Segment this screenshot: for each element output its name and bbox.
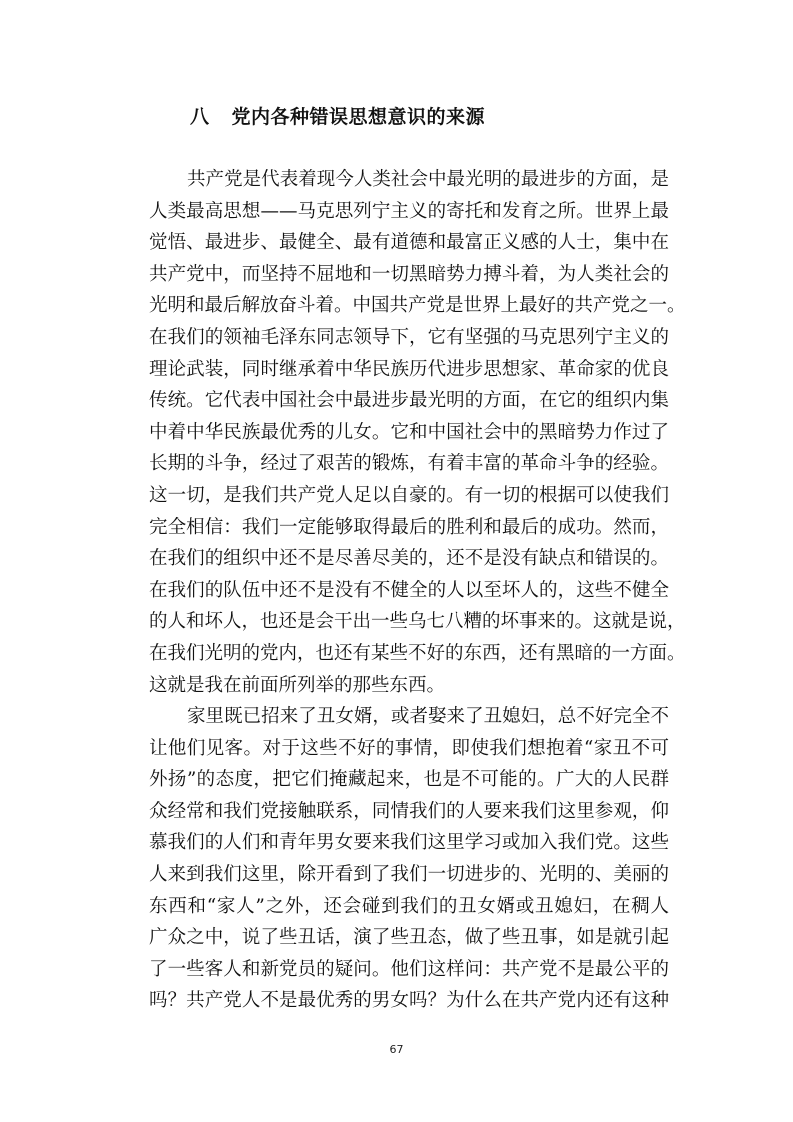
text-line: 在我们的领袖毛泽东同志领导下，它有坚强的马克思列宁主义的	[149, 326, 669, 348]
page-number: 67	[389, 1043, 404, 1056]
text-line: 人类最高思想——马克思列宁主义的寄托和发育之所。世界上最	[149, 200, 669, 222]
text-line: 众经常和我们党接触联系，同情我们的人要来我们这里参观，仰	[149, 800, 669, 822]
text-line: 共产党是代表着现今人类社会中最光明的最进步的方面，是	[187, 169, 669, 190]
text-line: 慕我们的人们和青年男女要来我们这里学习或加入我们党。这些	[149, 832, 669, 854]
section-title-text: 党内各种错误思想意识的来源	[231, 106, 486, 128]
text-line: 完全相信：我们一定能够取得最后的胜利和最后的成功。然而，	[149, 516, 669, 538]
text-line: 共产党中，而坚持不屈地和一切黑暗势力搏斗着，为人类社会的	[149, 263, 669, 285]
text-line: 在我们的队伍中还不是没有不健全的人以至坏人的，这些不健全	[149, 579, 669, 601]
text-line: 传统。它代表中国社会中最进步最光明的方面，在它的组织内集	[149, 390, 669, 412]
text-line: 长期的斗争，经过了艰苦的锻炼，有着丰富的革命斗争的经验。	[149, 453, 669, 475]
text-line: 中着中华民族最优秀的儿女。它和中国社会中的黑暗势力作过了	[149, 421, 669, 443]
text-line: 吗？共产党人不是最优秀的男女吗？为什么在共产党内还有这种	[149, 990, 669, 1012]
text-line: 光明和最后解放奋斗着。中国共产党是世界上最好的共产党之一。	[149, 295, 686, 317]
text-line: 在我们光明的党内，也还有某些不好的东西，还有黑暗的一方面。	[149, 642, 686, 664]
text-line: 让他们见客。对于这些不好的事情，即使我们想抱着“家丑不可	[149, 737, 669, 759]
text-line: 理论武装，同时继承着中华民族历代进步思想家、革命家的优良	[149, 358, 669, 380]
section-number: 八	[190, 106, 210, 128]
text-line: 人来到我们这里，除开看到了我们一切进步的、光明的、美丽的	[149, 864, 669, 886]
text-line: 家里既已招来了丑女婿，或者娶来了丑媳妇，总不好完全不	[187, 706, 669, 728]
body-text	[149, 164, 686, 1017]
text-line: 在我们的组织中还不是尽善尽美的，还不是没有缺点和错误的。	[149, 548, 669, 570]
section-heading	[190, 102, 485, 129]
text-line: 这就是我在前面所列举的那些东西。	[149, 674, 446, 696]
text-line: 的人和坏人，也还是会干出一些乌七八糟的坏事来的。这就是说，	[149, 611, 686, 633]
text-line: 东西和“家人”之外，还会碰到我们的丑女婿或丑媳妇，在稠人	[149, 895, 669, 917]
text-line: 了一些客人和新党员的疑问。他们这样问：共产党不是最公平的	[149, 958, 669, 980]
text-line: 这一切，是我们共产党人足以自豪的。有一切的根据可以使我们	[149, 484, 669, 506]
text-line: 广众之中，说了些丑话，演了些丑态，做了些丑事，如是就引起	[149, 927, 669, 949]
text-line: 外扬”的态度，把它们掩藏起来，也是不可能的。广大的人民群	[149, 769, 669, 791]
text-line: 觉悟、最进步、最健全、最有道德和最富正义感的人士，集中在	[149, 232, 669, 254]
